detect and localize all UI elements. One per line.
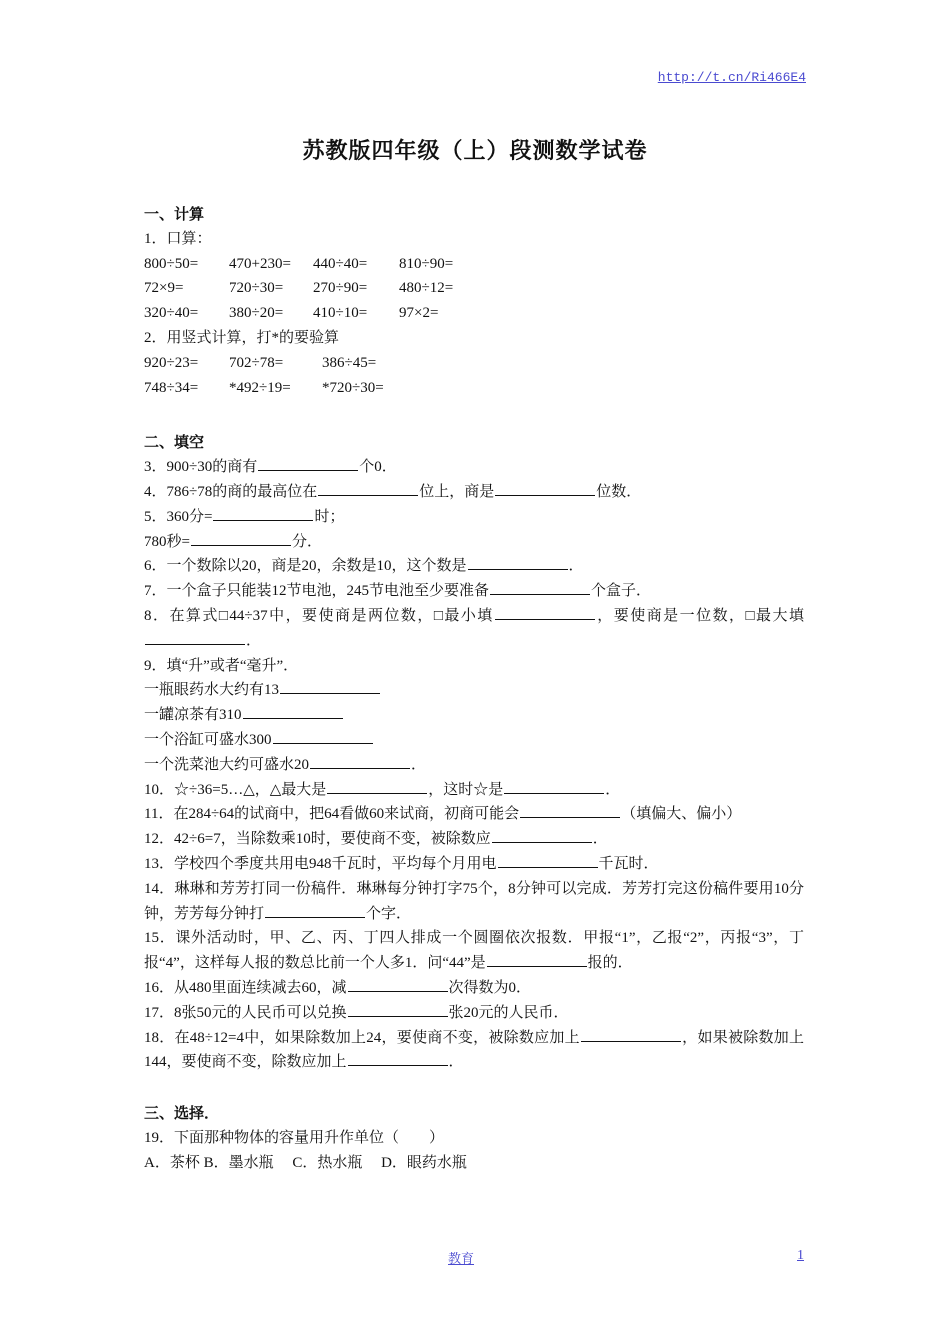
question-16: 16．从480里面连续减去60，减 次得数为0． xyxy=(144,976,804,1001)
expr: 702÷78= xyxy=(229,354,284,371)
section-heading-calc: 一、计算 xyxy=(144,205,205,223)
answer-blank[interactable] xyxy=(348,1050,448,1066)
header-link[interactable]: http://t.cn/Ri466E4 xyxy=(657,70,806,85)
question-18: 18．在48÷12=4中，如果除数加上24，要使商不变，被除数应加上 ，如果被除数加上144，要使商不变，除数应加上 ． xyxy=(144,1026,804,1076)
question-15: 15．课外活动时，甲、乙、丙、丁四人排成一个圆圈依次报数．甲报“1”，乙报“2”，丙报“3”，丁报“4”，这样每人报的数总比前一个人多1．问“44”是 报的． xyxy=(144,930,804,972)
mental-math-row-1 xyxy=(144,252,804,277)
expr: 748÷34= xyxy=(144,379,199,396)
question-17: 17．8张50元的人民币可以兑换 张20元的人民币． xyxy=(144,1001,804,1026)
answer-blank[interactable] xyxy=(504,778,604,794)
expr: *492÷19= xyxy=(229,379,291,396)
expr: 380÷20= xyxy=(229,305,284,322)
expr: 470+230= xyxy=(229,255,291,272)
page-title: 苏教版四年级（上）段测数学试卷 xyxy=(302,139,648,164)
answer-blank[interactable] xyxy=(581,1026,681,1042)
question-9a: 一瓶眼药水大约有13 xyxy=(144,678,804,703)
question-3: 3．900÷30的商有 个0． xyxy=(144,455,804,480)
answer-blank[interactable] xyxy=(348,976,448,992)
answer-blank[interactable] xyxy=(498,852,598,868)
question-14: 14．琳琳和芳芳打同一份稿件．琳琳每分钟打字75个，8分钟可以完成．芳芳打完这份稿件要用10分钟，芳芳每分钟打 个字． xyxy=(144,880,804,922)
mental-math-row-3 xyxy=(144,301,804,326)
expr: 810÷90= xyxy=(399,255,454,272)
answer-blank[interactable] xyxy=(492,827,592,843)
expr: 920÷23= xyxy=(144,354,199,371)
question-12: 12．42÷6=7，当除数乘10时，要使商不变，被除数应 ． xyxy=(144,827,804,852)
question-19-options: A．茶杯 B．墨水瓶 C．热水瓶 D．眼药水瓶 xyxy=(144,1154,467,1171)
mental-math-row-2 xyxy=(144,276,804,301)
expr: 720÷30= xyxy=(229,280,284,297)
answer-blank[interactable] xyxy=(327,778,427,794)
question-2: 2．用竖式计算，打*的要验算 xyxy=(144,329,340,346)
answer-blank[interactable] xyxy=(258,455,358,471)
section-heading-fill: 二、填空 xyxy=(144,433,205,452)
question-4: 4．786÷78的商的最高位在 位上，商是 位数． xyxy=(144,480,804,505)
answer-blank[interactable] xyxy=(495,604,595,620)
expr: 270÷90= xyxy=(313,280,368,297)
answer-blank[interactable] xyxy=(280,678,380,694)
expr: *720÷30= xyxy=(322,379,384,396)
expr: 320÷40= xyxy=(144,305,199,322)
question-5b: 780秒= 分． xyxy=(144,530,804,555)
answer-blank[interactable] xyxy=(490,579,590,595)
answer-blank[interactable] xyxy=(265,902,365,918)
answer-blank[interactable] xyxy=(310,753,410,769)
expr: 386÷45= xyxy=(322,354,377,371)
question-11: 11．在284÷64的试商中，把64看做60来试商，初商可能会 （填偏大、偏小） xyxy=(144,802,804,827)
question-9d: 一个洗菜池大约可盛水20 ． xyxy=(144,753,804,778)
question-8: 8．在算式□44÷37中，要使商是两位数，□最小填 ，要使商是一位数，□最大填． xyxy=(144,604,804,654)
exam-content xyxy=(144,202,804,1175)
answer-blank[interactable] xyxy=(145,629,245,645)
vertical-calc-row-1 xyxy=(144,351,804,376)
question-13: 13．学校四个季度共用电948千瓦时，平均每个月用电 千瓦时． xyxy=(144,852,804,877)
question-5a: 5．360分= 时； xyxy=(144,505,804,530)
expr: 410÷10= xyxy=(313,305,368,322)
footer-link[interactable]: 教育 xyxy=(448,1252,475,1267)
answer-blank[interactable] xyxy=(348,1001,448,1017)
question-9: 9．填“升”或者“毫升”． xyxy=(144,657,299,674)
answer-blank[interactable] xyxy=(318,480,418,496)
expr: 800÷50= xyxy=(144,255,199,272)
answer-blank[interactable] xyxy=(273,728,373,744)
answer-blank[interactable] xyxy=(243,703,343,719)
answer-blank[interactable] xyxy=(487,951,587,967)
answer-blank[interactable] xyxy=(468,554,568,570)
answer-blank[interactable] xyxy=(213,505,313,521)
expr: 97×2= xyxy=(399,305,439,322)
question-10: 10．☆÷36=5…△，△最大是 ，这时☆是 ． xyxy=(144,778,804,803)
answer-blank[interactable] xyxy=(495,480,595,496)
expr: 72×9= xyxy=(144,280,184,297)
expr: 480÷12= xyxy=(399,280,454,297)
question-1: 1．口算： xyxy=(144,230,212,247)
question-6: 6．一个数除以20，商是20，余数是10，这个数是 ． xyxy=(144,554,804,579)
answer-blank[interactable] xyxy=(520,802,620,818)
expr: 440÷40= xyxy=(313,255,368,272)
vertical-calc-row-2 xyxy=(144,376,804,401)
question-7: 7．一个盒子只能装12节电池，245节电池至少要准备 个盒子． xyxy=(144,579,804,604)
question-19: 19．下面那种物体的容量用升作单位（ ） xyxy=(144,1129,445,1146)
section-heading-choice: 三、选择． xyxy=(144,1104,220,1123)
question-9c: 一个浴缸可盛水300 xyxy=(144,728,804,753)
question-9b: 一罐凉茶有310 xyxy=(144,703,804,728)
answer-blank[interactable] xyxy=(191,530,291,546)
page-number: 1 xyxy=(797,1248,804,1263)
